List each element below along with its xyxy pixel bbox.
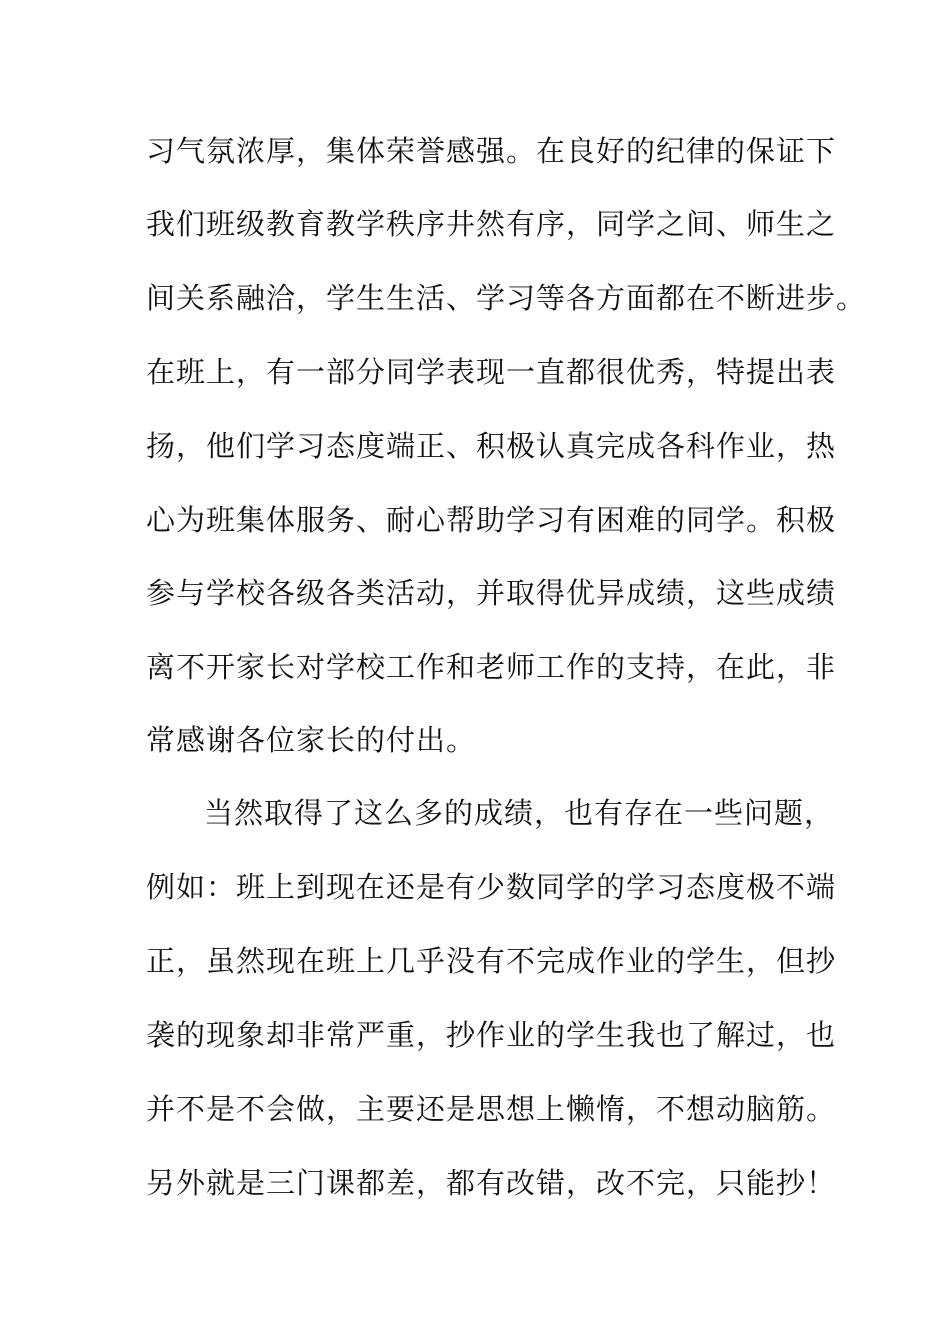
text-line: 我们班级教育教学秩序井然有序，同学之间、师生之: [146, 207, 837, 241]
paragraph-first-line: 当然取得了这么多的成绩，也有存在一些问题，: [204, 796, 835, 830]
text-line: 并不是不会做，主要还是思想上懒惰，不想动脑筋。: [146, 1092, 837, 1126]
text-line: 正，虽然现在班上几乎没有不完成作业的学生，但抄: [146, 944, 837, 978]
text-line: 常感谢各位家长的付出。: [146, 723, 477, 757]
text-line: 间关系融洽，学生生活、学习等各方面都在不断进步。: [146, 281, 867, 315]
text-line: 扬，他们学习态度端正、积极认真完成各科作业，热: [146, 429, 837, 463]
text-line: 参与学校各级各类活动，并取得优异成绩，这些成绩: [146, 576, 837, 610]
text-line: 习气氛浓厚，集体荣誉感强。在良好的纪律的保证下: [146, 134, 837, 168]
text-line: 离不开家长对学校工作和老师工作的支持，在此，非: [146, 650, 837, 684]
text-line: 袭的现象却非常严重，抄作业的学生我也了解过，也: [146, 1018, 837, 1052]
text-line: 例如：班上到现在还是有少数同学的学习态度极不端: [146, 870, 837, 904]
text-line: 另外就是三门课都差，都有改错，改不完，只能抄！: [146, 1166, 837, 1200]
text-line: 心为班集体服务、耐心帮助学习有困难的同学。积极: [146, 503, 837, 537]
text-line: 在班上，有一部分同学表现一直都很优秀，特提出表: [146, 355, 837, 389]
